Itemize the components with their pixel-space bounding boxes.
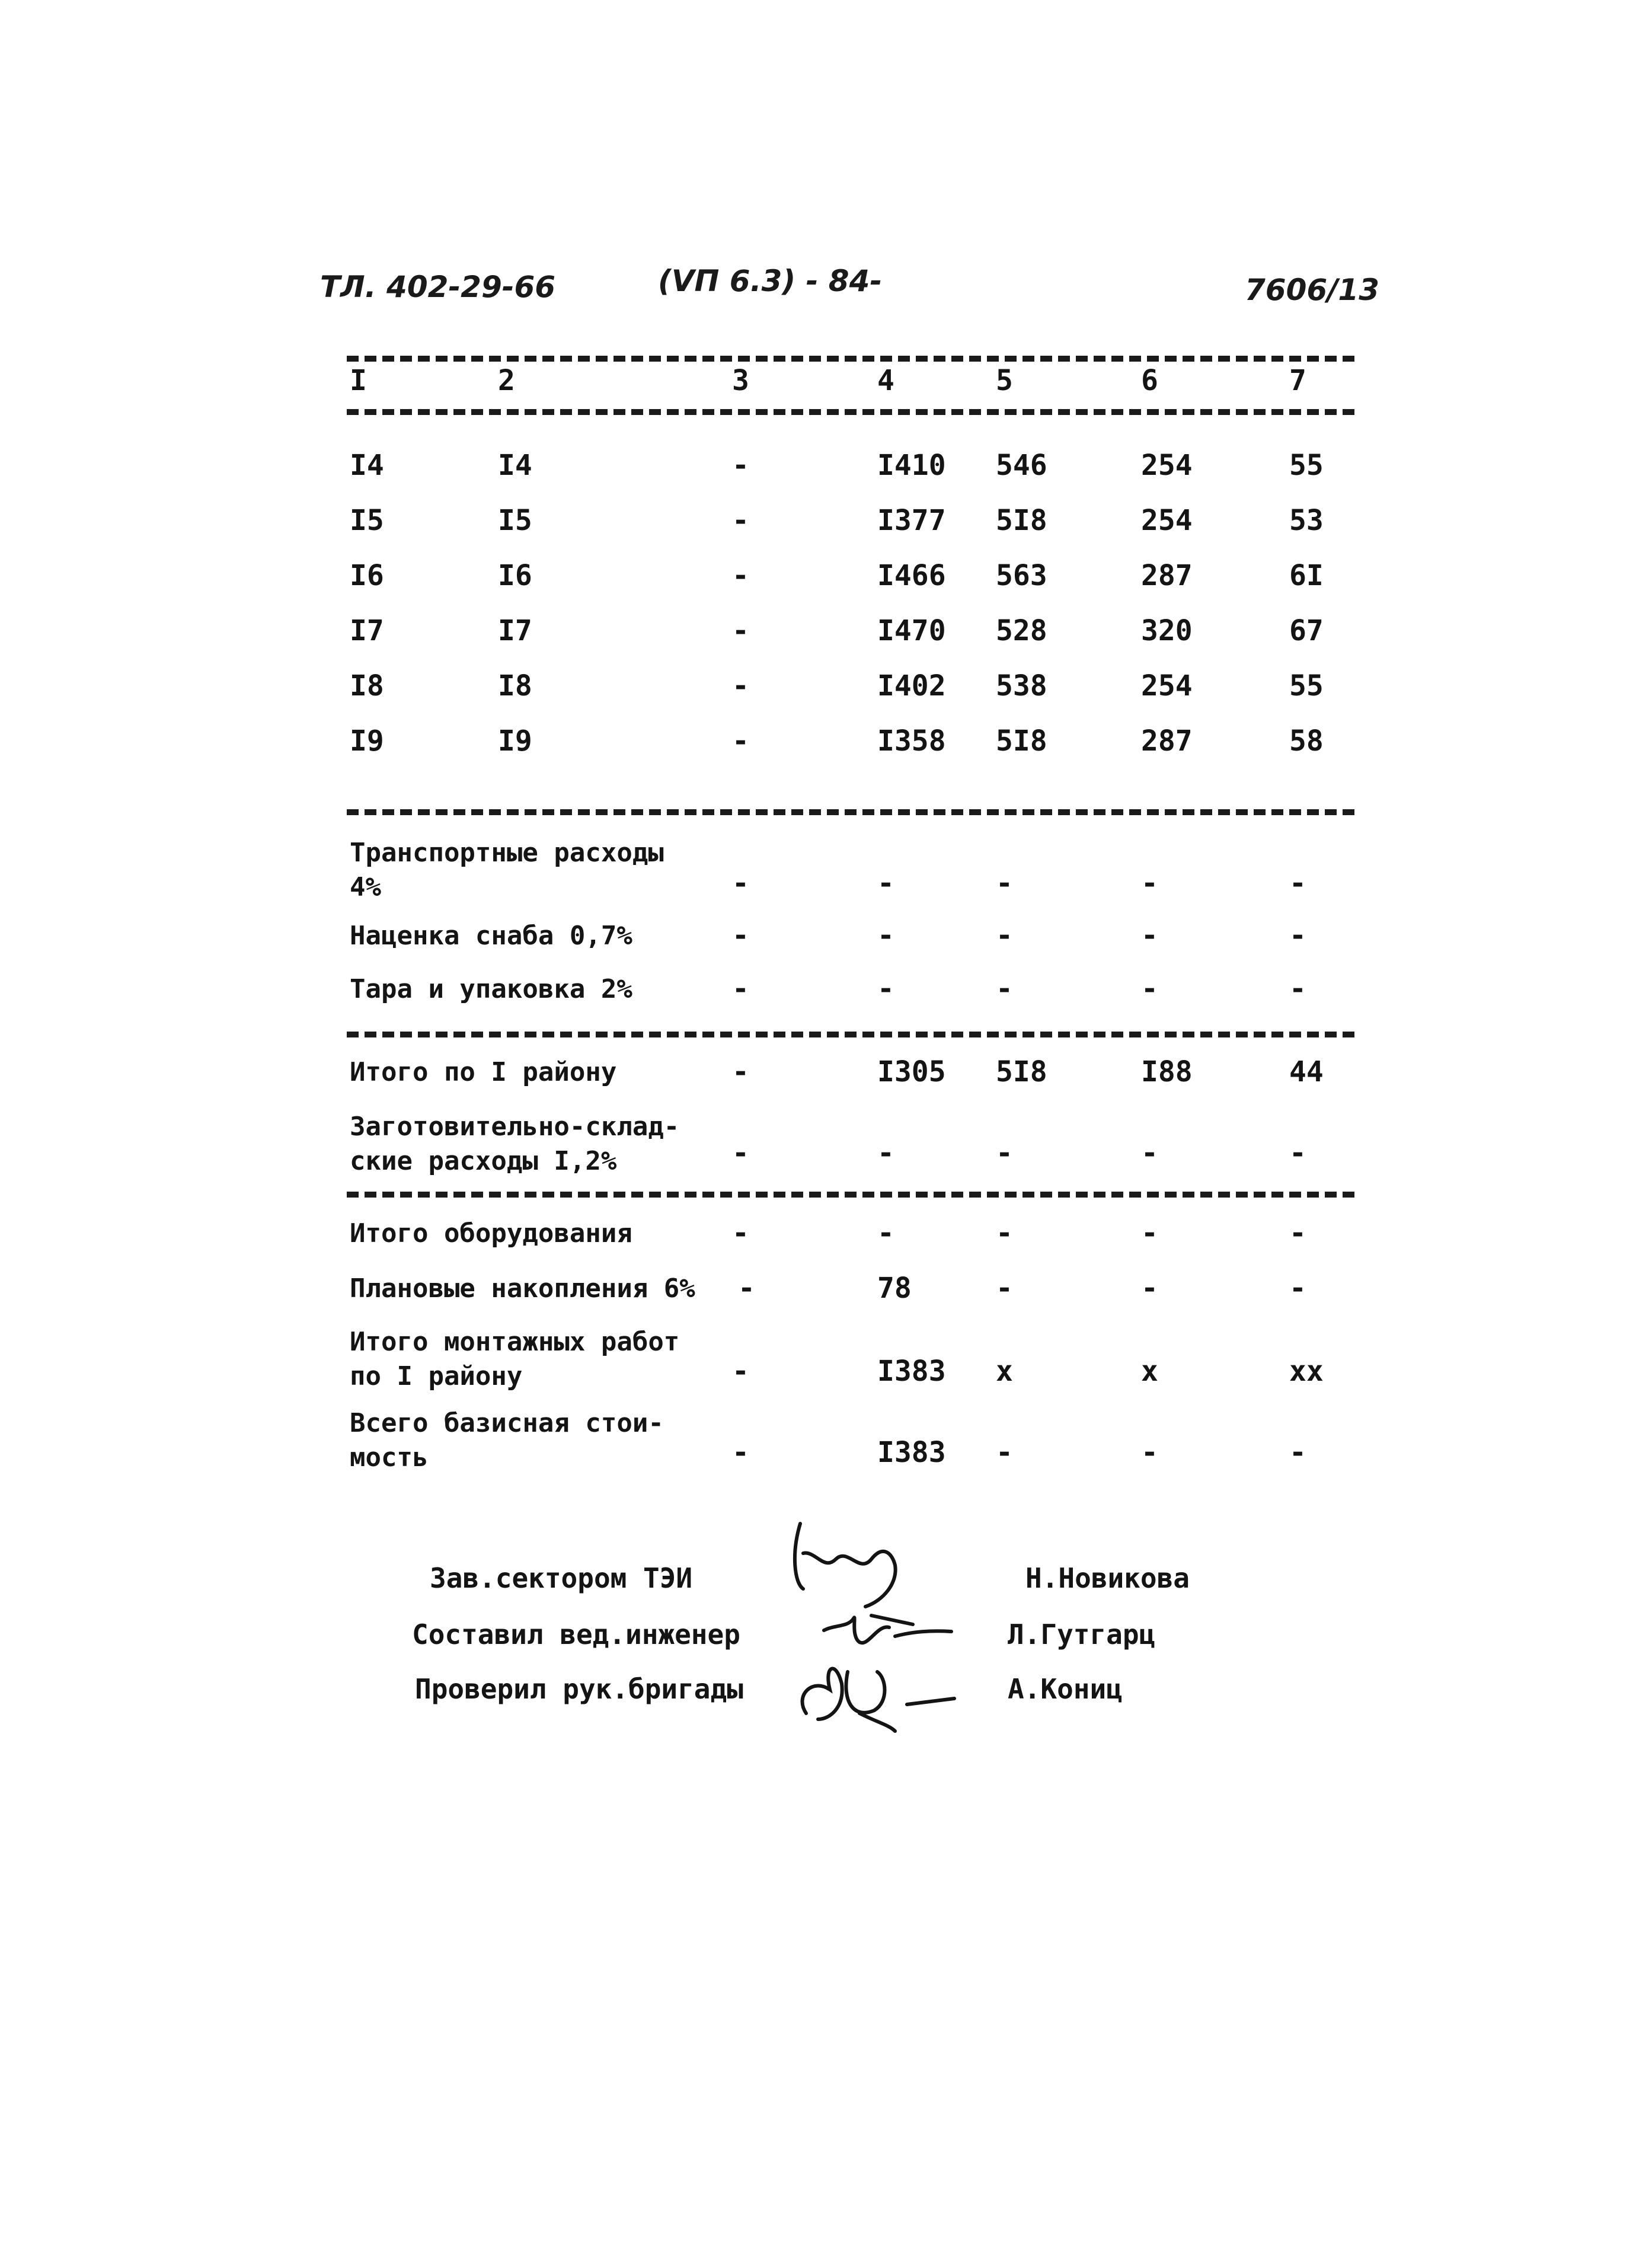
signatory-role: Проверил рук.бригады [415, 1673, 743, 1705]
cell: I88 [1141, 1055, 1193, 1088]
cell: 546 [996, 449, 1047, 482]
summary-label: Итого монтажных работ по I району [350, 1327, 680, 1391]
col-header-1: I [350, 364, 367, 397]
cell: 287 [1141, 724, 1193, 758]
cell: - [732, 504, 749, 537]
section-rule [347, 809, 1354, 815]
cell: - [1289, 1136, 1306, 1170]
cell: I6 [350, 559, 384, 592]
cell: I9 [350, 724, 384, 758]
col-header-6: 6 [1141, 364, 1158, 397]
summary-label: Заготовительно-склад- ские расходы I,2% [350, 1112, 680, 1176]
cell: I377 [877, 504, 946, 537]
table-top-rule [347, 356, 1354, 362]
cell: I410 [877, 449, 946, 482]
cell: I8 [498, 669, 532, 703]
cell: - [1141, 1436, 1158, 1469]
cell: 5I8 [996, 504, 1047, 537]
summary-label: Всего базисная стои- мость [350, 1408, 664, 1473]
table-header-rule [347, 409, 1354, 415]
cell: - [732, 1217, 749, 1250]
cell: I305 [877, 1055, 946, 1088]
summary-label: Тара и упаковка 2% [350, 974, 632, 1004]
cell: - [996, 972, 1013, 1005]
cell: - [996, 1272, 1013, 1305]
cell: 254 [1141, 669, 1193, 703]
summary-label: Итого оборудования [350, 1218, 632, 1249]
cell: 538 [996, 669, 1047, 703]
signatory-role: Составил вед.инженер [412, 1618, 740, 1650]
cell: 55 [1289, 449, 1324, 482]
doc-code: ТЛ. 402-29-66 [320, 270, 556, 304]
summary-label: Наценка снаба 0,7% [350, 921, 632, 951]
cell: x [996, 1355, 1013, 1388]
cell: 44 [1289, 1055, 1324, 1088]
cell: I470 [877, 614, 946, 647]
cell: - [732, 867, 749, 900]
cell: I4 [350, 449, 384, 482]
section-rule [347, 1032, 1354, 1037]
cell: I402 [877, 669, 946, 703]
cell: I9 [498, 724, 532, 758]
signature-scribble-3 [771, 1654, 966, 1737]
cell: - [1289, 1217, 1306, 1250]
cell: I8 [350, 669, 384, 703]
cell: 528 [996, 614, 1047, 647]
cell: - [732, 972, 749, 1005]
cell: I4 [498, 449, 532, 482]
cell: - [996, 867, 1013, 900]
cell: 254 [1141, 449, 1193, 482]
cell: - [877, 972, 894, 1005]
cell: x [1141, 1355, 1158, 1388]
signatory-name: Л.Гутгарц [1008, 1618, 1156, 1650]
summary-label: Плановые накопления 6% [350, 1273, 695, 1304]
cell: - [1289, 972, 1306, 1005]
cell: 320 [1141, 614, 1193, 647]
cell: I5 [350, 504, 384, 537]
cell: I383 [877, 1355, 946, 1388]
cell: I7 [350, 614, 384, 647]
cell: I7 [498, 614, 532, 647]
cell: - [1141, 1272, 1158, 1305]
cell: xx [1289, 1355, 1324, 1388]
cell: I5 [498, 504, 532, 537]
cell: - [996, 1436, 1013, 1469]
cell: - [1141, 1136, 1158, 1170]
cell: - [732, 559, 749, 592]
cell: - [732, 1436, 749, 1469]
cell: - [732, 614, 749, 647]
cell: - [732, 669, 749, 703]
cell: - [732, 1355, 749, 1388]
cell: 6I [1289, 559, 1324, 592]
cell: 287 [1141, 559, 1193, 592]
doc-section-code: (VП 6.3) - 84- [658, 264, 883, 298]
section-rule [347, 1192, 1354, 1198]
signatory-name: Н.Новикова [1025, 1562, 1190, 1594]
cell: 67 [1289, 614, 1324, 647]
cell: I6 [498, 559, 532, 592]
summary-label: Транспортные расходы 4% [350, 838, 664, 902]
cell: - [1141, 919, 1158, 952]
signatory-name: А.Кониц [1008, 1673, 1123, 1705]
cell: - [738, 1272, 755, 1305]
col-header-7: 7 [1289, 364, 1306, 397]
cell: - [877, 919, 894, 952]
cell: - [1141, 972, 1158, 1005]
cell: - [996, 1136, 1013, 1170]
cell: I383 [877, 1436, 946, 1469]
cell: 254 [1141, 504, 1193, 537]
cell: - [1289, 919, 1306, 952]
col-header-4: 4 [877, 364, 894, 397]
cell: I358 [877, 724, 946, 758]
cell: - [732, 449, 749, 482]
cell: - [1289, 1436, 1306, 1469]
cell: - [996, 919, 1013, 952]
cell: - [877, 1217, 894, 1250]
cell: I466 [877, 559, 946, 592]
cell: - [1289, 867, 1306, 900]
cell: - [1141, 867, 1158, 900]
signature-scribble-1 [759, 1518, 937, 1613]
cell: 563 [996, 559, 1047, 592]
signature-scribble-2 [812, 1601, 966, 1654]
cell: 58 [1289, 724, 1324, 758]
col-header-3: 3 [732, 364, 749, 397]
cell: - [732, 1055, 749, 1088]
cell: - [877, 867, 894, 900]
col-header-2: 2 [498, 364, 515, 397]
cell: - [1289, 1272, 1306, 1305]
doc-number: 7606/13 [1245, 273, 1380, 307]
cell: 55 [1289, 669, 1324, 703]
cell: 5I8 [996, 724, 1047, 758]
cell: - [732, 1136, 749, 1170]
cell: 78 [877, 1272, 912, 1305]
cell: - [732, 919, 749, 952]
signatory-role: Зав.сектором ТЭИ [430, 1562, 693, 1594]
col-header-5: 5 [996, 364, 1013, 397]
cell: 53 [1289, 504, 1324, 537]
summary-label: Итого по I району [350, 1057, 617, 1087]
cell: - [996, 1217, 1013, 1250]
cell: - [732, 724, 749, 758]
cell: - [1141, 1217, 1158, 1250]
cell: 5I8 [996, 1055, 1047, 1088]
cell: - [877, 1136, 894, 1170]
